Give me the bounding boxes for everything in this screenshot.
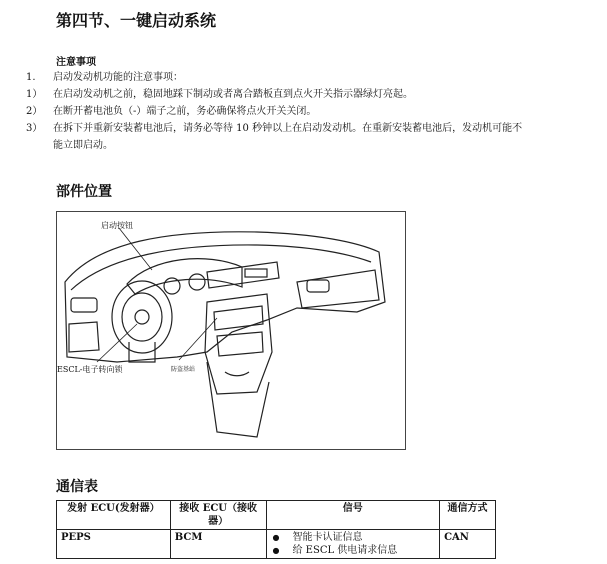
header-method: 通信方式 bbox=[440, 501, 496, 530]
communication-table-title: 通信表 bbox=[56, 479, 98, 495]
notice-item-text: 在断开蓄电池负（-）端子之前，务必确保将点火开关关闭。 bbox=[53, 106, 317, 117]
notice-item-text: 在启动发动机之前，稳固地踩下制动或者离合踏板直到点火开关指示器绿灯亮起。 bbox=[53, 89, 413, 100]
cell-method: CAN bbox=[440, 530, 496, 559]
notice-item-text: 启动发动机功能的注意事项： bbox=[53, 72, 183, 83]
dashboard-drawing bbox=[57, 212, 407, 451]
cell-receiver: BCM bbox=[170, 530, 266, 559]
section-title: 第四节、一键启动系统 bbox=[56, 11, 217, 30]
notice-item-continuation: 能立即启动。 bbox=[53, 140, 113, 151]
notice-item-number: 2） bbox=[26, 106, 43, 117]
notice-list bbox=[26, 69, 606, 154]
notice-item bbox=[26, 69, 606, 86]
table-header-row bbox=[57, 501, 496, 530]
cell-sender: PEPS bbox=[57, 530, 171, 559]
header-receiver: 接收 ECU（接收器） bbox=[170, 501, 266, 530]
header-sender: 发射 ECU(发射器） bbox=[57, 501, 171, 530]
notice-item-number: 1. bbox=[26, 72, 36, 83]
communication-table bbox=[56, 500, 496, 559]
notice-heading: 注意事项 bbox=[56, 57, 96, 68]
antenna-label: 防盗基站 bbox=[171, 366, 196, 373]
start-button-label: 启动按钮 bbox=[101, 221, 133, 230]
cell-signals bbox=[266, 530, 440, 559]
notice-item bbox=[26, 86, 606, 103]
notice-item bbox=[26, 103, 606, 120]
header-signal: 信号 bbox=[266, 501, 440, 530]
dashboard-figure bbox=[56, 211, 406, 450]
signal-item: ● 给 ESCL 供电请求信息 bbox=[293, 544, 436, 557]
signal-item: ● 智能卡认证信息 bbox=[293, 531, 436, 544]
parts-location-title: 部件位置 bbox=[56, 184, 112, 200]
notice-item-number: 1） bbox=[26, 89, 43, 100]
notice-item-text: 在拆下并重新安装蓄电池后，请务必等待 10 秒钟以上在启动发动机。在重新安装蓄电池后，发动机可能不 bbox=[53, 123, 523, 134]
notice-item-number: 3） bbox=[26, 123, 43, 134]
escl-label: ESCL-电子转向锁 bbox=[57, 365, 123, 374]
notice-item bbox=[26, 120, 606, 137]
table-row bbox=[57, 530, 496, 559]
